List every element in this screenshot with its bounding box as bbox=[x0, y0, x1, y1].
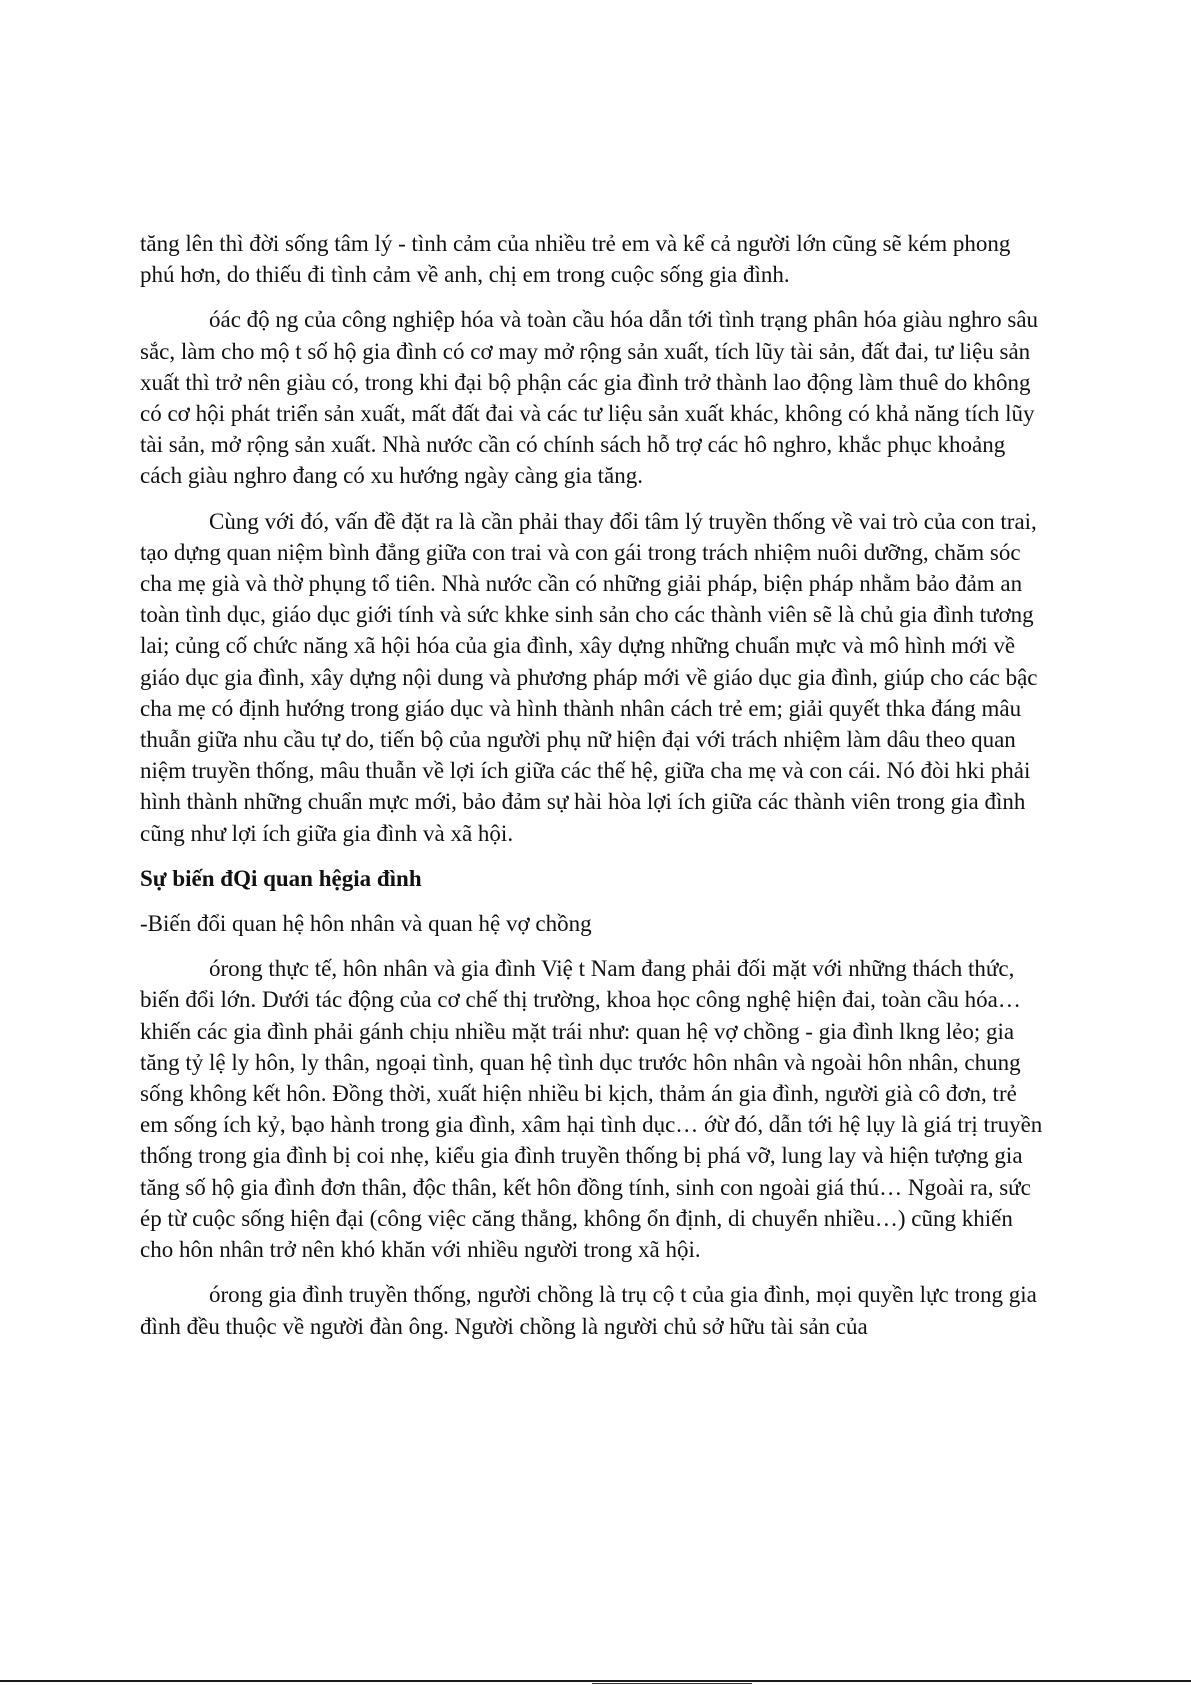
paragraph-5: órong gia đình truyền thống, người chồng là trụ cộ t của gia đình, mọi quyền lực trong gia đình đều thuộc về người đàn ông. Người chồng là người chủ sở hữu tài sản của bbox=[140, 1282, 1037, 1339]
section-heading: Sự biến đQi quan hệgia đình bbox=[140, 865, 422, 891]
paragraph-3: Cùng với đó, vấn đề đặt ra là cần phải thay đổi tâm lý truyền thống về vai trò của con trai, tạo dựng quan niệm bình đẳng giữa con trai và con gái trong trách nhiệm nuôi dưỡng, chăm sóc cha mẹ già và thờ phụng tổ tiên. Nhà nước cần có những giải pháp, biện pháp nhằm bảo đảm an toàn tình dục, giáo dục giới tính và sức khke sinh sản cho các thành viên sẽ là chủ gia đình tương lai; củng cố chức năng xã hội hóa của gia đình, xây dựng những chuẩn mực và mô hình mới về giáo dục gia đình, xây dựng nội dung và phương pháp mới về giáo dục gia đình, giúp cho các bậc cha mẹ có định hướng trong giáo dục và hình thành nhân cách trẻ em; giải quyết thka đáng mâu thuẫn giữa nhu cầu tự do, tiến bộ của người phụ nữ hiện đại với trách nhiệm làm dâu theo quan niệm truyền thống, mâu thuẫn về lợi ích giữa các thế hệ, giữa cha mẹ và con cái. Nó đòi hki phải hình thành những chuẩn mực mới, bảo đảm sự hài hòa lợi ích giữa các thành viên trong gia đình cũng như lợi ích giữa gia đình và xã hội. bbox=[140, 508, 1038, 846]
footer-divider-short bbox=[592, 1683, 752, 1684]
paragraph-4: órong thực tế, hôn nhân và gia đình Việ t Nam đang phải đối mặt với những thách thức, biến đổi lớn. Dưới tác động của cơ chế thị trường, khoa học công nghệ hiện đai, toàn cầu hóa… khiến các gia đình phải gánh chịu nhiều mặt trái như: quan hệ vợ chồng - gia đình lkng lẻo; gia tăng tỷ lệ ly hôn, ly thân, ngoại tình, quan hệ tình dục trước hôn nhân và ngoài hôn nhân, chung sống không kết hôn. Đồng thời, xuất hiện nhiều bi kịch, thảm án gia đình, người già cô đơn, trẻ em sống ích kỷ, bạo hành trong gia đình, xâm hại tình dục… ớừ đó, dẫn tới hệ lụy là giá trị truyền thống trong gia đình bị coi nhẹ, kiểu gia đình truyền thống bị phá vỡ, lung lay và hiện tượng gia tăng số hộ gia đình đơn thân, độc thân, kết hôn đồng tính, sinh con ngoài giá thú… Ngoài ra, sức ép từ cuộc sống hiện đại (công việc căng thẳng, không ổn định, di chuyển nhiều…) cũng khiến cho hôn nhân trở nên khó khăn với nhiều người trong xã hội. bbox=[140, 956, 1043, 1263]
footer-divider bbox=[0, 1680, 1191, 1682]
section-subheading: -Biến đổi quan hệ hôn nhân và quan hệ vợ chồng bbox=[140, 911, 592, 937]
paragraph-2: óác độ ng của công nghiệp hóa và toàn cầu hóa dẫn tới tình trạng phân hóa giàu nghro sâu sắc, làm cho mộ t số hộ gia đình có cơ may mở rộng sản xuất, tích lũy tài sản, đất đai, tư liệu sản xuất thì trở nên giàu có, trong khi đại bộ phận các gia đình trở thành lao động làm thuê do không có cơ hội phát triển sản xuất, mất đất đai và các tư liệu sản xuất khác, không có khả năng tích lũy tài sản, mở rộng sản xuất. Nhà nước cần có chính sách hỗ trợ các hô nghro, khắc phục khoảng cách giàu nghro đang có xu hướng ngày càng gia tăng. bbox=[140, 307, 1039, 489]
paragraph-1: tăng lên thì đời sống tâm lý - tình cảm của nhiều trẻ em và kể cả người lớn cũng sẽ kém phong phú hơn, do thiếu đi tình cảm về anh, chị em trong cuộc sống gia đình. bbox=[140, 231, 1011, 288]
document-body bbox=[140, 228, 1045, 1356]
